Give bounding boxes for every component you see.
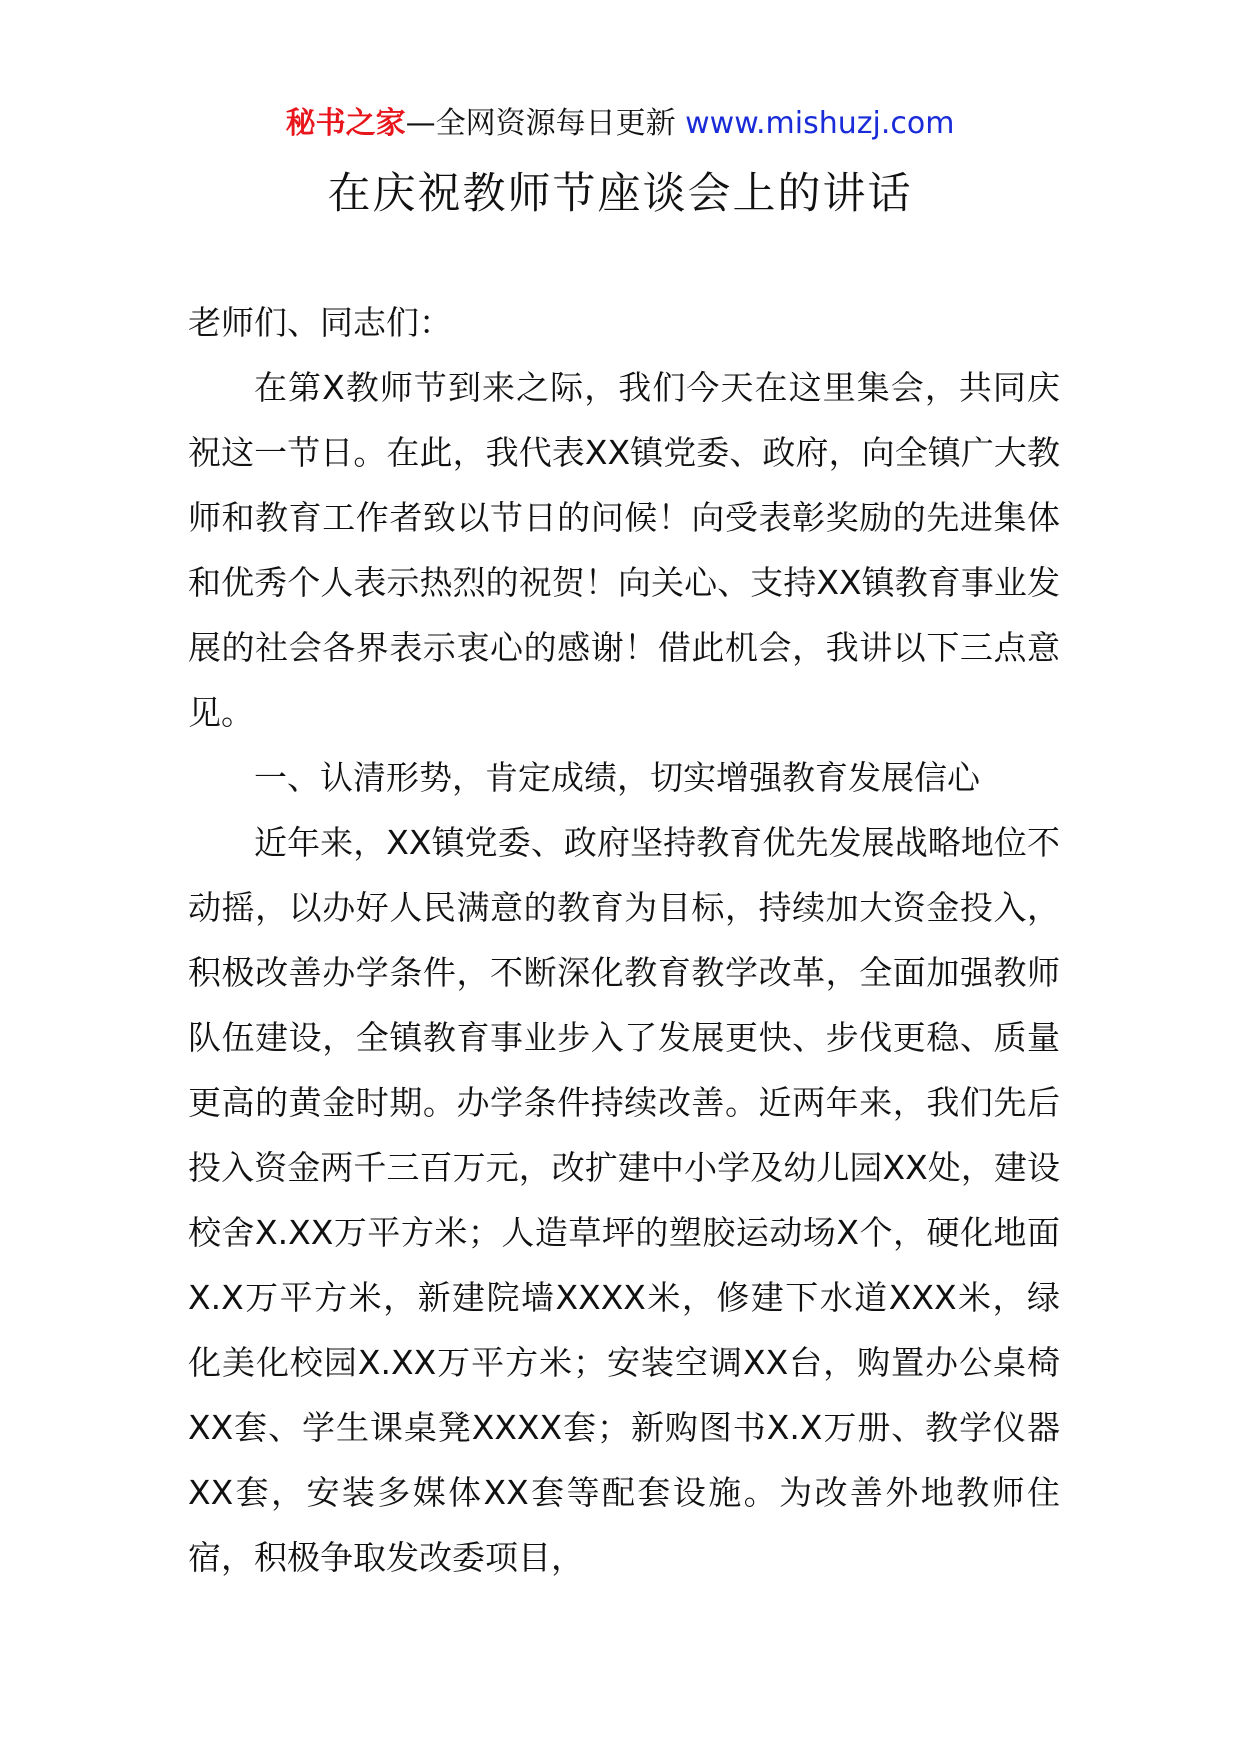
section-1-paragraph: 近年来，XX镇党委、政府坚持教育优先发展战略地位不动摇，以办好人民满意的教育为目标，持续加大资金投入，积极改善办学条件，不断深化教育教学改革，全面加强教师队伍建设，全镇教育事业步入了发展更快、步伐更稳、质量更高的黄金时期。办学条件持续改善。近两年来，我们先后投入资金两千三百万元，改扩建中小学及幼儿园XX处，建设校舍X.XX万平方米；人造草坪的塑胶运动场X个，硬化地面X.X万平方米，新建院墙XXXX米，修建下水道XXX米，绿化美化校园X.XX万平方米；安装空调XX台，购置办公桌椅XX套、学生课桌凳XXXX套；新购图书X.X万册、教学仪器XX套，安装多媒体XX套等配套设施。为改善外地教师住宿，积极争取发改委项目，: [188, 823, 1060, 1577]
site-brand: 秘书之家: [285, 106, 406, 141]
site-header: [0, 104, 1240, 144]
intro-paragraph: 在第X教师节到来之际，我们今天在这里集会，共同庆祝这一节日。在此，我代表XX镇党委、政府，向全镇广大教师和教育工作者致以节日的问候！向受表彰奖励的先进集体和优秀个人表示热烈的祝贺！向关心、支持XX镇教育事业发展的社会各界表示衷心的感谢！借此机会，我讲以下三点意见。: [188, 368, 1060, 732]
section-heading-1: 一、认清形势，肯定成绩，切实增强教育发展信心: [254, 758, 980, 797]
site-tagline: —全网资源每日更新: [405, 106, 676, 141]
site-url-link[interactable]: www.mishuzj.com: [685, 106, 955, 141]
document-body: [188, 290, 1060, 1590]
salutation: 老师们、同志们：: [188, 303, 452, 342]
document-title: 在庆祝教师节座谈会上的讲话: [327, 169, 913, 219]
